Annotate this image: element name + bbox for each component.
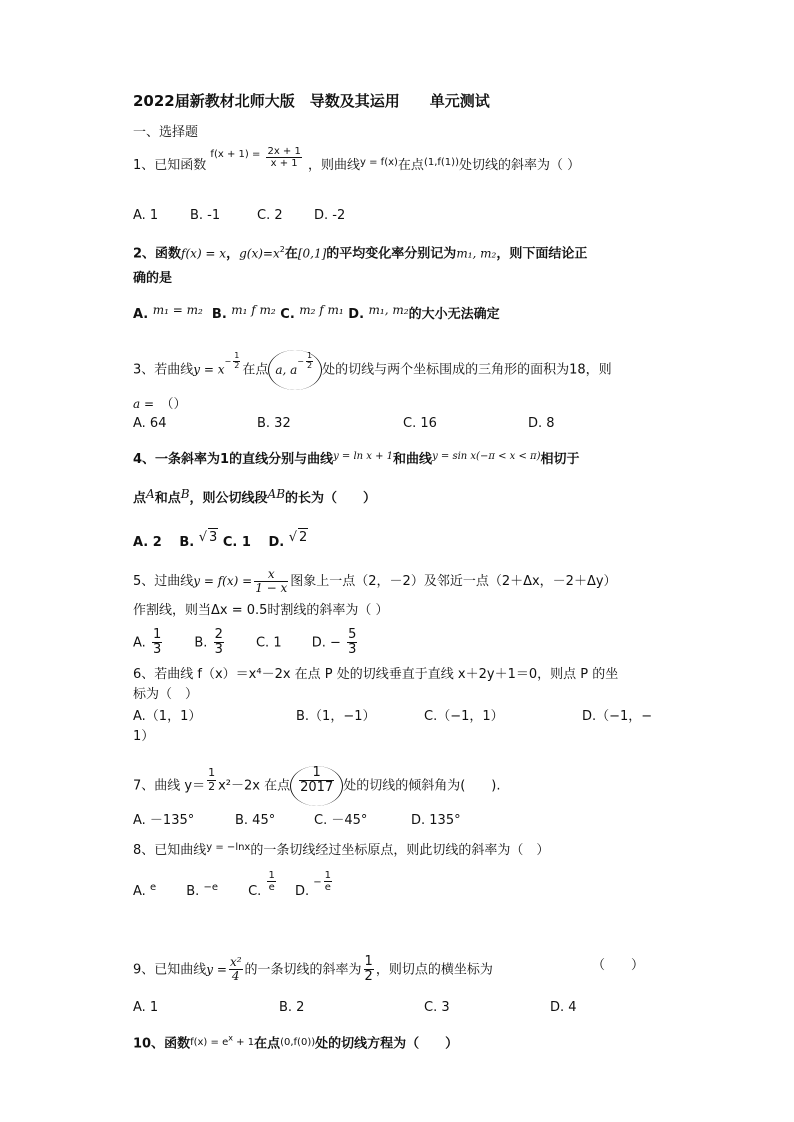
q4-option-d-label: D. [268,535,285,550]
q5-option-b-label: B. [194,635,208,651]
q5-option-d [347,628,357,658]
q3-exp-sign: − [224,356,232,366]
q1-option-a: A. 1 [133,208,159,223]
q5-option-a-num: 1 [152,627,162,642]
q6-option-a: A.（1，1） [133,709,202,724]
q8-option-c-num: 1 [268,870,275,881]
q10-exponent: x [228,1034,233,1043]
q6-option-d-tail: 1） [133,729,155,744]
q5-line2: 作割线，则当Δx = 0.5时割线的斜率为（ ） [133,603,389,618]
q5-option-d-label: D. − [311,635,341,651]
q7-point [290,766,343,806]
q1-option-b: B. -1 [190,208,221,223]
q10-mid: 在点 [254,1036,281,1052]
q10-f-post: + 1 [232,1037,255,1049]
q5-post: 图象上一点（2，－2）及邻近一点（2＋Δx，－2＋Δy） [290,574,617,590]
q4-curve1: y = ln x + 1 [333,451,394,462]
q8-option-b-label: B. [186,884,200,899]
q8-option-d-num: 1 [324,870,332,881]
q7-option-b: B. 45° [235,813,276,828]
q8-option-a-label: A. [133,884,146,899]
q7-post: 处的切线的倾斜角为( ). [343,778,501,794]
q7-half-num: 1 [208,766,216,780]
question-10 [133,1032,458,1054]
q9-y: y = [206,962,227,977]
q5-numerator: x [254,568,288,582]
q3-option-b: B. 32 [257,416,291,431]
q4-and: 和点 [154,491,181,506]
q7-option-c: C. －45° [314,813,368,828]
q2-mid: 在 [284,246,298,262]
q9-slope-den: 2 [364,969,373,985]
q4-line2 [133,489,376,508]
question-4 [133,451,580,470]
q1-option-c: C. 2 [257,208,283,223]
q2-option-d-label: D. [348,307,365,322]
q1-mid2: 在点 [397,158,424,173]
q5-option-d-den: 3 [348,642,357,658]
q2-f: f(x) = x [181,246,227,261]
question-8 [133,842,549,861]
q3-a: a = [133,397,155,411]
q5-fraction [254,568,288,595]
q3-pt-exp-den: 2 [306,361,313,370]
q3-y: y = x [193,362,225,377]
q3-post: 处的切线与两个坐标围成的三角形的面积为18，则 [322,362,612,378]
q2-g-exponent: 2 [279,245,285,254]
q6-line1: 6、若曲线 f（x）＝x⁴－2x 在点 P 处的切线垂直于直线 x＋2y＋1＝0，则点 P 的坐 [133,667,619,682]
q4-line2-mid: ，则公切线段 [189,491,268,506]
q9-fraction [229,956,243,983]
q8-option-d-den: e [324,882,331,893]
q6-option-c: C.（−1，1） [424,709,504,724]
q5-option-b [214,628,224,658]
q5-option-d-num: 5 [348,627,357,642]
q4-options [133,530,308,552]
q7-point-frac [299,766,334,796]
q3-point [268,350,322,390]
q2-option-d-post: 的大小无法确定 [408,307,500,322]
q8-option-c-label: C. [248,884,262,899]
q9-prefix: 9、已知曲线 [133,962,207,978]
q8-option-c-den: e [268,882,275,893]
question-3 [133,350,612,390]
question-2 [133,241,587,263]
q3-line2-post: （） [167,397,187,412]
q8-prefix: 8、已知曲线 [133,843,207,858]
q4-line2-post: 的长为（ ） [285,491,377,506]
q9-slope-num: 1 [364,954,373,969]
q2-comma: ， [226,246,240,262]
q3-option-c: C. 16 [403,416,437,431]
q3-point-a: a, a [275,363,298,377]
q8-post: 的一条切线经过坐标原点，则此切线的斜率为（ ） [250,843,550,858]
question-9 [133,955,493,985]
q4-option-a: A. 2 [133,535,162,550]
q9-option-b: B. 2 [279,1000,305,1015]
q10-f: f(x) = e [190,1037,229,1049]
q1-post: 处切线的斜率为（ ） [458,158,581,173]
q4-option-b-sqrt: √ 3 [198,530,218,545]
q10-prefix: 10、函数 [133,1036,191,1052]
q9-answer-paren: （ ） [592,958,645,973]
q2-post2: ，则下面结论正 [496,246,588,262]
q9-denominator: 4 [231,969,240,984]
q4-option-b-value: 3 [209,530,218,545]
q6-option-d: D.（−1，− [582,709,653,724]
q9-option-a: A. 1 [133,1000,159,1015]
q2-prefix: 2、函数 [133,246,182,262]
q5-option-b-den: 3 [214,642,223,658]
q1-fraction [266,146,301,169]
q2-option-c-label: C. [280,307,295,322]
page-title: 2022届新教材北师大版 导数及其运用 单元测试 [133,92,490,110]
q4-point-a: A [146,487,155,501]
q4-option-d-sqrt: √ 2 [288,530,308,545]
q7-half [207,767,216,792]
q4-prefix: 4、一条斜率为1的直线分别与曲线 [133,452,334,467]
q3-exp-num: 1 [234,350,240,360]
q8-option-d-sign: − [313,877,322,888]
q2-line2: 确的是 [133,271,173,286]
q1-denominator: x + 1 [270,158,298,169]
q1-option-d: D. -2 [314,208,346,223]
q2-option-c: m₂ f m₁ [299,303,344,317]
q2-option-b: m₁ f m₂ [231,303,276,317]
q2-option-a: m₁ = m₂ [152,303,203,317]
q8-option-a: e [149,882,157,893]
q7-point-num: 1 [299,766,334,781]
q6-line2: 标为（ ） [133,687,199,702]
q10-post: 处的切线方程为（ ） [315,1036,459,1052]
q3-pt-exp-sign: − [297,357,304,366]
q8-option-c [267,870,275,893]
q7-half-den: 2 [208,779,216,793]
q1-curve: y = f(x) [360,157,398,168]
q7-point-den: 2017 [300,780,334,796]
q8-option-b: −e [203,882,218,893]
q3-pt-exp-num: 1 [306,351,313,361]
q5-options [133,628,359,658]
q5-denominator: 1 − x [255,581,288,596]
q3-exponent [225,352,243,371]
q6-option-b: B.（1，−1） [296,709,376,724]
section-heading: 一、选择题 [133,125,199,140]
q3-prefix: 3、若曲线 [133,362,194,378]
q7-prefix: 7、曲线 y＝ [133,778,206,794]
q3-exp-den: 2 [234,360,240,370]
q3-option-a: A. 64 [133,416,167,431]
q10-function [190,1034,255,1049]
q1-fx: f(x + 1) = [210,149,261,160]
q4-option-c: C. 1 [222,535,251,550]
question-5 [133,568,617,595]
q1-mid1: ，则曲线 [308,158,361,173]
q3-option-d: D. 8 [528,416,555,431]
q2-post: 的平均变化率分别记为 [326,246,457,262]
q9-option-d: D. 4 [550,1000,577,1015]
q1-prefix: 1、已知函数 [133,158,207,173]
q5-option-b-num: 2 [214,627,223,642]
q9-slope [364,955,374,985]
question-1 [133,146,581,177]
question-7 [133,766,501,806]
q5-prefix: 5、过曲线 [133,574,194,590]
q3-line2 [133,395,187,414]
q3-mid: 在点 [242,362,269,378]
q3-point-exponent [297,342,315,382]
q2-m: m₁, m₂ [456,246,497,261]
q4-curve2: y = sin x(−π < x < π) [432,451,541,462]
q4-line2-prefix: 点 [133,491,147,506]
q9-mid: 的一条切线的斜率为 [244,962,362,978]
q4-option-b-label: B. [179,535,195,550]
q4-mid: 和曲线 [393,452,433,467]
q2-option-b-label: B. [211,307,227,322]
q8-option-d-label: D. [294,884,310,899]
q4-point-b: B [180,487,190,501]
q7-mid: x²－2x 在点 [218,778,291,794]
q8-option-d [324,870,332,893]
q8-curve: y = −lnx [206,842,251,853]
q1-numerator: 2x + 1 [267,146,301,157]
q9-numerator: x² [229,955,242,970]
q2-option-d: m₁, m₂ [368,303,409,317]
q2-interval: [0,1] [297,246,327,261]
q10-point: (0,f(0)) [280,1037,316,1049]
q5-option-a-label: A. [133,635,146,651]
q8-options [133,870,334,903]
q4-post: 相切于 [540,452,580,467]
q7-option-a: A. －135° [133,813,195,828]
q9-option-c: C. 3 [424,1000,450,1015]
q5-option-a-den: 3 [152,642,162,658]
q4-segment: AB [267,487,286,501]
q9-post: ，则切点的横坐标为 [375,962,493,978]
q1-point: (1,f(1)) [423,157,459,168]
q2-options [133,305,500,324]
q2-option-a-label: A. [133,307,149,322]
q5-option-c: C. 1 [255,635,282,651]
q3-exp-frac [233,352,240,371]
q2-g: g(x)=x [239,246,280,261]
q5-option-a [152,628,162,658]
q4-option-d-value: 2 [299,530,308,545]
q5-y: y = f(x) = [193,574,253,589]
q3-pt-exp-frac [306,352,313,371]
q7-option-d: D. 135° [411,813,461,828]
